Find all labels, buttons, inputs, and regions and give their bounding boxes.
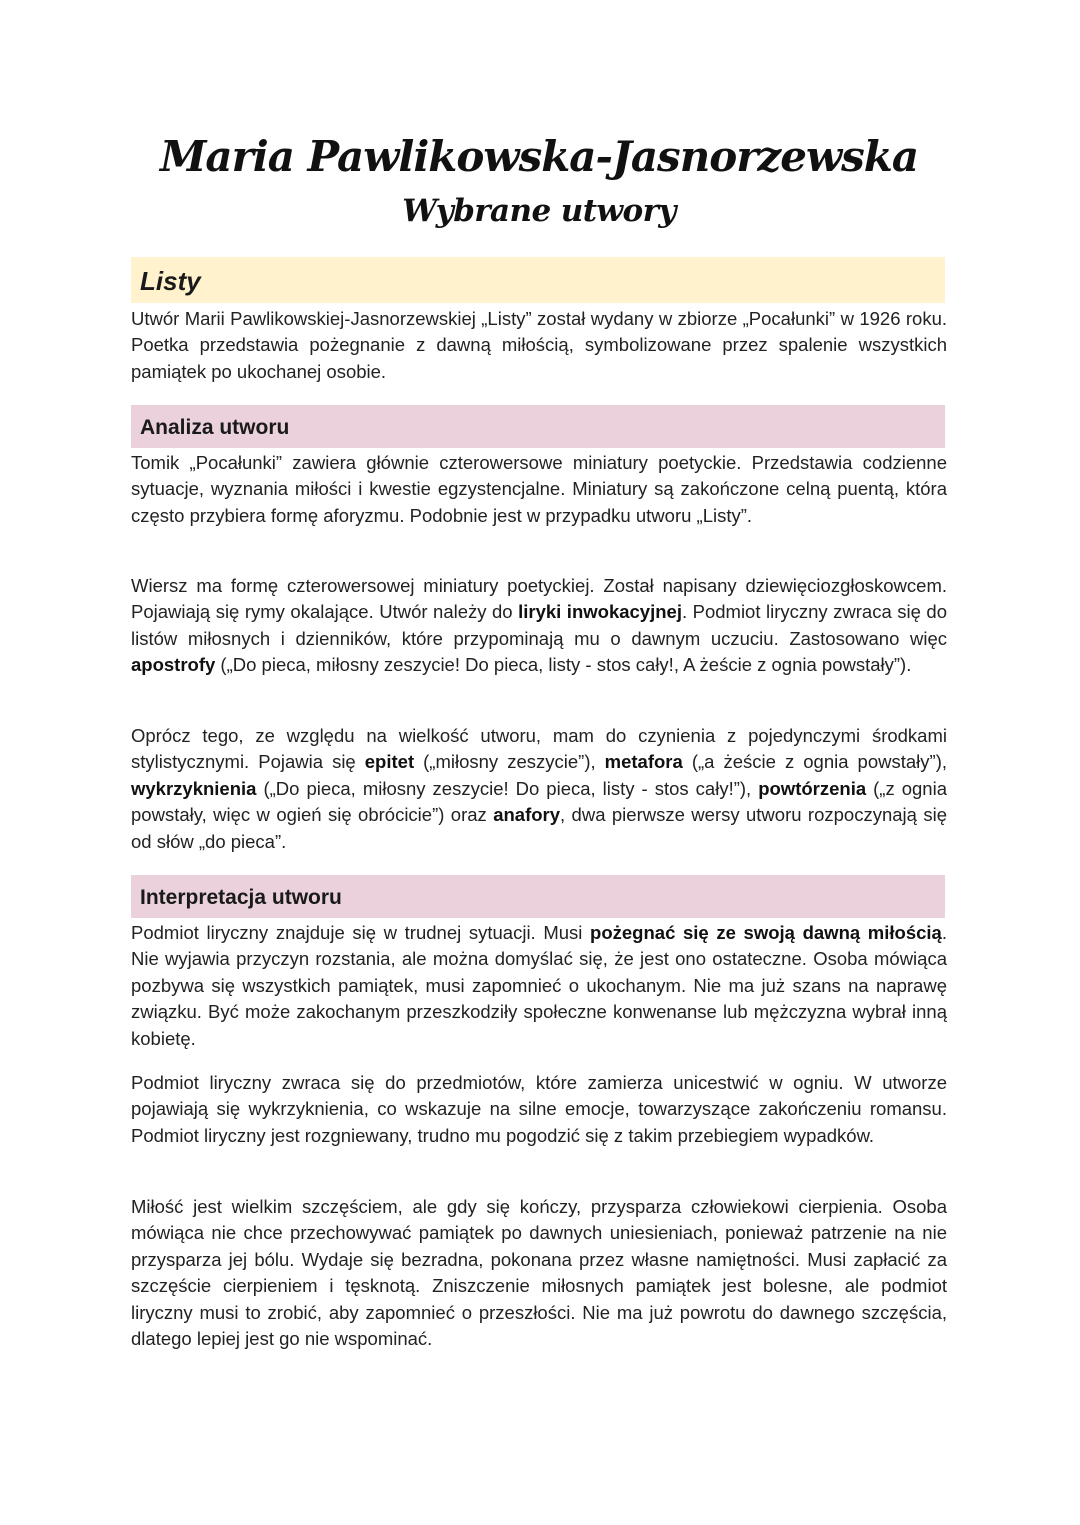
section-heading-interpretacja: Interpretacja utworu — [131, 875, 945, 918]
text-run: . Nie wyjawia przyczyn rozstania, ale można domyślać się, że jest ono ostateczne. Osoba mówiąca pozbywa się wszystkich pamiątek, musi zapomnieć o ukochanym. Nie ma już szans na naprawę związku. Być może zakochanym przeszkodziły społeczne konwenanse lub mężczyzna wybrał inną kobietę. — [131, 922, 947, 1049]
paragraph — [131, 1070, 947, 1149]
text-run: („Do pieca, miłosny zeszycie! Do pieca, listy - stos cały!”), — [256, 777, 759, 799]
section-heading-listy: Listy — [131, 257, 945, 303]
paragraph — [131, 723, 947, 855]
text-run: Utwór Marii Pawlikowskiej-Jasnorzewskiej „Listy” został wydany w zbiorze „Pocałunki” w 1926 roku. Poetka przedstawia pożegnanie z dawną miłością, symbolizowane przez spalenie wszystkich pamiątek po ukochanej osobie. — [131, 308, 947, 382]
paragraph — [131, 920, 947, 1052]
paragraph — [131, 450, 947, 529]
page-subtitle: Wybrane utwory — [402, 193, 676, 229]
paragraph — [131, 573, 947, 679]
text-run: Oprócz tego, ze względu na wielkość utworu, mam do czynienia z pojedynczymi środkami stylistycznymi. Pojawia się — [131, 725, 947, 773]
bold-term: powtórzenia — [758, 777, 867, 799]
bold-term: anafory — [493, 804, 561, 826]
bold-term: metafora — [604, 751, 683, 773]
text-run: Podmiot liryczny znajduje się w trudnej sytuacji. Musi — [131, 922, 591, 943]
bold-term: liryki inwokacyjnej — [518, 601, 682, 623]
text-run: („a żeście z ognia powstały”), — [682, 751, 947, 773]
text-run: („z ognia powstały, więc w ogień się obrócicie”) oraz — [131, 777, 947, 826]
paragraph — [131, 306, 947, 385]
text-run: . Podmiot liryczny zwraca się do listów miłosnych i dzienników, które przypominają mu o dawnym uczuciu. Zastosowano więc — [131, 601, 947, 649]
text-run: Podmiot liryczny zwraca się do przedmiotów, które zamierza unicestwić w ogniu. W utworze pojawiają się wykrzyknienia, co wskazuje na silne emocje, towarzyszące zakończeniu romansu. Podmiot liryczny jest rozgniewany, trudno mu pogodzić się z takim przebiegiem wypadków. — [131, 1072, 947, 1146]
bold-term: pożegnać się ze swoją dawną miłością — [590, 922, 942, 943]
text-run: („Do pieca, miłosny zeszycie! Do pieca, listy - stos cały!, A żeście z ognia powstały”). — [215, 654, 912, 676]
text-run: , dwa pierwsze wersy utworu rozpoczynają się od słów „do pieca”. — [131, 804, 947, 852]
paragraph — [131, 1194, 947, 1352]
section-heading-analiza: Analiza utworu — [131, 405, 945, 448]
bold-term: wykrzyknienia — [131, 777, 257, 799]
text-run: Wiersz ma formę czterowersowej miniatury poetyckiej. Został napisany dziewięciozgłoskowcem. Pojawiają się rymy okalające. Utwór należy do — [131, 575, 947, 623]
bold-term: epitet — [364, 751, 415, 773]
text-run: („miłosny zeszycie”), — [414, 751, 605, 773]
text-run: Tomik „Pocałunki” zawiera głównie czterowersowe miniatury poetyckie. Przedstawia codzienne sytuacje, wyznania miłości i kwestie egzystencjalne. Miniatury są zakończone celną puentą, która często przybiera formę aforyzmu. Podobnie jest w przypadku utworu „Listy”. — [131, 452, 947, 526]
text-run: Miłość jest wielkim szczęściem, ale gdy się kończy, przysparza człowiekowi cierpienia. Osoba mówiąca nie chce przechowywać pamiątek po dawnych uniesieniach, ponieważ patrzenie na nie przysparza jej bólu. Wydaje się bezradna, pokonana przez własne namiętności. Musi zapłacić za szczęście cierpieniem i tęsknotą. Zniszczenie miłosnych pamiątek jest bolesne, ale podmiot liryczny musi to zrobić, aby zapomnieć o przeszłości. Nie ma już powrotu do dawnego szczęścia, dlatego lepiej jest go nie wspominać. — [131, 1196, 947, 1350]
page-title: Maria Pawlikowska-Jasnorzewska — [159, 132, 919, 181]
bold-term: apostrofy — [131, 654, 216, 676]
